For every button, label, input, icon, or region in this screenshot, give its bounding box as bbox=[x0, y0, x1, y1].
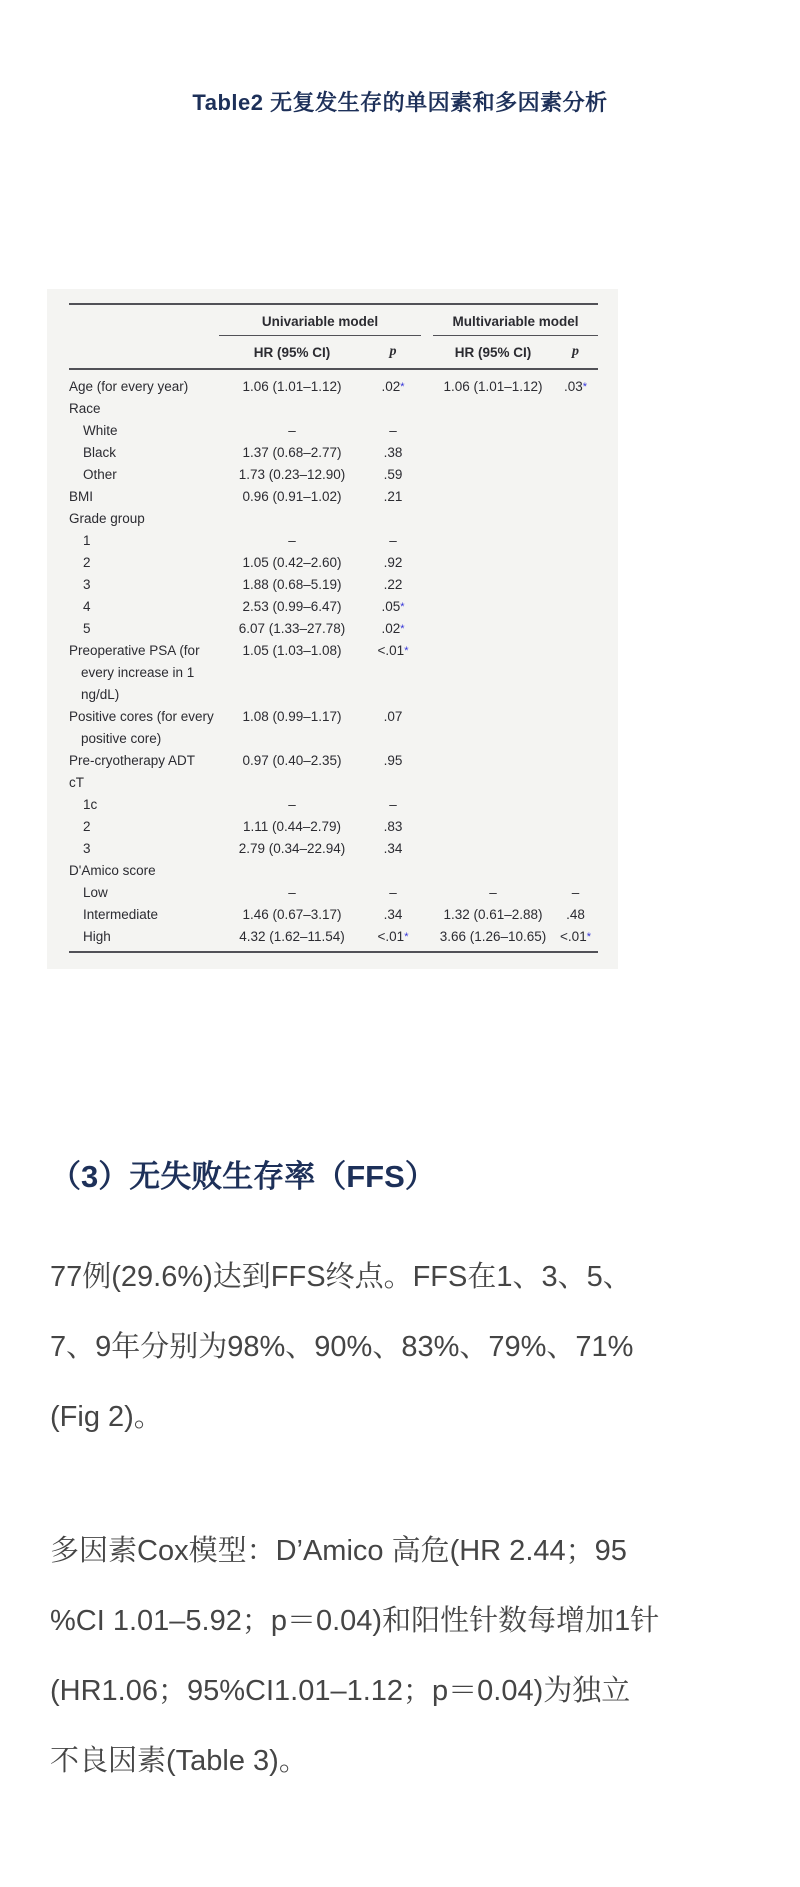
row-label: 3 bbox=[83, 841, 91, 856]
paragraph bbox=[50, 1242, 750, 1452]
significance-star: * bbox=[582, 381, 588, 393]
table-row bbox=[69, 420, 598, 442]
table-cell bbox=[433, 530, 553, 552]
row-label: 3 bbox=[83, 577, 91, 592]
text-line: 77例(29.6%)达到FFS终点。FFS在1、3、5、 bbox=[50, 1261, 632, 1293]
table-cell bbox=[433, 508, 553, 530]
table-cell bbox=[433, 574, 553, 596]
table-cell bbox=[365, 398, 421, 420]
table-cell bbox=[433, 442, 553, 464]
table-cell bbox=[553, 750, 598, 772]
table-cell: 1.37 (0.68–2.77) bbox=[242, 445, 342, 460]
table-cell: <.01* bbox=[377, 643, 409, 658]
table-cell bbox=[433, 398, 553, 420]
table-cell: – bbox=[389, 423, 397, 438]
multi-hr-header: HR (95% CI) bbox=[433, 336, 553, 370]
table-cell: 0.97 (0.40–2.35) bbox=[242, 753, 342, 768]
table-cell: .07 bbox=[383, 709, 403, 724]
page-title: Table2 无复发生存的单因素和多因素分析 bbox=[192, 90, 608, 115]
table-cell: .02* bbox=[381, 379, 405, 394]
row-label: D'Amico score bbox=[69, 863, 156, 878]
table-cell: .83 bbox=[383, 819, 403, 834]
table-cell: 1.46 (0.67–3.17) bbox=[242, 907, 342, 922]
row-label: Age (for every year) bbox=[69, 379, 189, 394]
table-cell: <.01* bbox=[553, 926, 598, 952]
multivariable-model-header: Multivariable model bbox=[433, 304, 598, 336]
univariable-model-header: Univariable model bbox=[219, 304, 421, 336]
row-label: 1c bbox=[83, 797, 98, 812]
table-row bbox=[69, 904, 598, 926]
cox-regression-table bbox=[69, 303, 598, 953]
table-cell: 4.32 (1.62–11.54) bbox=[219, 926, 365, 952]
text-line: 多因素Cox模型：D’Amico 高危(HR 2.44；95 bbox=[50, 1535, 627, 1567]
table-cell: 1.88 (0.68–5.19) bbox=[242, 577, 342, 592]
table-cell: .34 bbox=[383, 907, 403, 922]
table-cell: 1.06 (1.01–1.12) bbox=[443, 379, 543, 394]
row-label: Preoperative PSA (for every increase in 1 ng/dL) bbox=[69, 643, 200, 702]
table-cell bbox=[219, 398, 365, 420]
table-row bbox=[69, 860, 598, 882]
row-label: 2 bbox=[83, 555, 91, 570]
table-row bbox=[69, 816, 598, 838]
table-cell: 1.73 (0.23–12.90) bbox=[238, 467, 346, 482]
text-line: %CI 1.01–5.92；p＝0.04)和阳性针数每增加1针 bbox=[50, 1605, 660, 1637]
table-cell: 1.06 (1.01–1.12) bbox=[242, 379, 342, 394]
table-row bbox=[69, 926, 598, 952]
table-row bbox=[69, 772, 598, 794]
table-cell bbox=[553, 552, 598, 574]
table-row bbox=[69, 398, 598, 420]
table-cell: 6.07 (1.33–27.78) bbox=[238, 621, 346, 636]
table-cell bbox=[553, 706, 598, 750]
table-row bbox=[69, 706, 598, 750]
table-cell bbox=[553, 618, 598, 640]
table-cell bbox=[553, 838, 598, 860]
significance-star: * bbox=[404, 645, 409, 657]
table-row bbox=[69, 442, 598, 464]
table-cell: – bbox=[288, 533, 296, 548]
table-cell bbox=[433, 750, 553, 772]
row-label: White bbox=[83, 423, 118, 438]
table-row bbox=[69, 640, 598, 706]
table-cell: 1.05 (0.42–2.60) bbox=[242, 555, 342, 570]
table-cell: .02* bbox=[381, 621, 405, 636]
table-cell bbox=[553, 596, 598, 618]
table-cell: <.01* bbox=[365, 926, 421, 952]
table-cell: 2.53 (0.99–6.47) bbox=[242, 599, 342, 614]
table-cell bbox=[433, 816, 553, 838]
table-row bbox=[69, 794, 598, 816]
table-row bbox=[69, 574, 598, 596]
table-cell: – bbox=[389, 885, 397, 900]
row-label: 4 bbox=[83, 599, 91, 614]
row-label: 2 bbox=[83, 819, 91, 834]
table-row bbox=[69, 882, 598, 904]
table-row bbox=[69, 486, 598, 508]
table-cell: 1.08 (0.99–1.17) bbox=[242, 709, 342, 724]
table-cell bbox=[365, 772, 421, 794]
table-cell: .21 bbox=[383, 489, 403, 504]
row-label: Intermediate bbox=[83, 907, 159, 922]
text-line: (HR1.06；95%CI1.01–1.12；p＝0.04)为独立 bbox=[50, 1675, 631, 1707]
table-cell: .95 bbox=[383, 753, 403, 768]
table-cell bbox=[553, 530, 598, 552]
row-label: Low bbox=[83, 885, 108, 900]
text-line: 7、9年分别为98%、90%、83%、79%、71% bbox=[50, 1331, 634, 1363]
table-cell bbox=[553, 860, 598, 882]
table-cell bbox=[553, 640, 598, 706]
row-label: BMI bbox=[69, 489, 94, 504]
significance-star: * bbox=[400, 623, 405, 635]
table-cell bbox=[553, 794, 598, 816]
table-cell bbox=[433, 596, 553, 618]
table-row bbox=[69, 552, 598, 574]
row-label: Other bbox=[83, 467, 117, 482]
table-cell bbox=[433, 706, 553, 750]
table-cell bbox=[433, 640, 553, 706]
table-cell: .22 bbox=[383, 577, 403, 592]
table-row bbox=[69, 618, 598, 640]
table-cell: .92 bbox=[383, 555, 403, 570]
row-label: cT bbox=[69, 775, 84, 790]
row-label: Pre-cryotherapy ADT bbox=[69, 753, 196, 768]
column-header-row bbox=[69, 336, 598, 370]
table-row bbox=[69, 369, 598, 398]
table-cell: – bbox=[489, 885, 497, 900]
table-cell: – bbox=[288, 885, 296, 900]
significance-star: * bbox=[586, 931, 591, 943]
table-cell: .03* bbox=[563, 379, 588, 394]
table-cell bbox=[553, 398, 598, 420]
text-line: 不良因素(Table 3)。 bbox=[50, 1745, 308, 1777]
table-cell bbox=[219, 772, 365, 794]
table-row bbox=[69, 838, 598, 860]
row-label: 5 bbox=[83, 621, 91, 636]
paragraph bbox=[50, 1516, 750, 1796]
table-cell bbox=[219, 508, 365, 530]
table-cell bbox=[553, 816, 598, 838]
table-cell: 1.32 (0.61–2.88) bbox=[443, 907, 543, 922]
table2-figure bbox=[47, 289, 618, 969]
multi-p-header: p bbox=[553, 336, 598, 370]
table-row bbox=[69, 530, 598, 552]
table-cell bbox=[553, 508, 598, 530]
table-cell bbox=[365, 508, 421, 530]
table-cell: 0.96 (0.91–1.02) bbox=[242, 489, 342, 504]
table-cell bbox=[433, 552, 553, 574]
group-header-row bbox=[69, 304, 598, 336]
table-cell bbox=[553, 464, 598, 486]
table-cell bbox=[433, 772, 553, 794]
table-cell: – bbox=[389, 797, 397, 812]
article-body bbox=[0, 1242, 800, 1796]
table-cell bbox=[553, 574, 598, 596]
table-cell: .48 bbox=[566, 907, 585, 922]
table-cell bbox=[433, 464, 553, 486]
table-cell bbox=[553, 442, 598, 464]
uni-p-header: p bbox=[365, 336, 421, 370]
table-cell bbox=[433, 794, 553, 816]
table-cell bbox=[433, 860, 553, 882]
table-cell bbox=[433, 420, 553, 442]
table-cell bbox=[433, 486, 553, 508]
table-cell bbox=[553, 420, 598, 442]
table-cell: 2.79 (0.34–22.94) bbox=[238, 841, 346, 856]
row-label: 1 bbox=[83, 533, 91, 548]
significance-star: * bbox=[400, 601, 405, 613]
table-cell: – bbox=[571, 885, 580, 900]
uni-hr-header: HR (95% CI) bbox=[219, 336, 365, 370]
table-cell bbox=[553, 772, 598, 794]
table-row bbox=[69, 508, 598, 530]
table-cell bbox=[553, 486, 598, 508]
table-cell: 1.11 (0.44–2.79) bbox=[242, 819, 342, 834]
significance-star: * bbox=[404, 931, 409, 943]
row-label: Race bbox=[69, 401, 101, 416]
row-label: Black bbox=[83, 445, 117, 460]
table-cell: .05* bbox=[381, 599, 405, 614]
row-label: High bbox=[69, 926, 219, 952]
table-cell: – bbox=[389, 533, 397, 548]
row-label: Grade group bbox=[69, 511, 145, 526]
significance-star: * bbox=[400, 381, 405, 393]
table-cell: .38 bbox=[383, 445, 403, 460]
table-cell bbox=[365, 860, 421, 882]
table-row bbox=[69, 750, 598, 772]
section-heading-ffs: （3）无失败生存率（FFS） bbox=[50, 1159, 436, 1194]
table-cell bbox=[219, 860, 365, 882]
table-cell: 1.05 (1.03–1.08) bbox=[242, 643, 342, 658]
table-row bbox=[69, 464, 598, 486]
row-label: Positive cores (for every positive core) bbox=[69, 709, 214, 746]
table-cell: .34 bbox=[383, 841, 403, 856]
table-cell bbox=[433, 618, 553, 640]
table-cell bbox=[433, 838, 553, 860]
text-line: (Fig 2)。 bbox=[50, 1401, 163, 1433]
table-cell: – bbox=[288, 423, 296, 438]
table-row bbox=[69, 596, 598, 618]
table-cell: – bbox=[288, 797, 296, 812]
table-cell: 3.66 (1.26–10.65) bbox=[433, 926, 553, 952]
table-cell: .59 bbox=[383, 467, 403, 482]
